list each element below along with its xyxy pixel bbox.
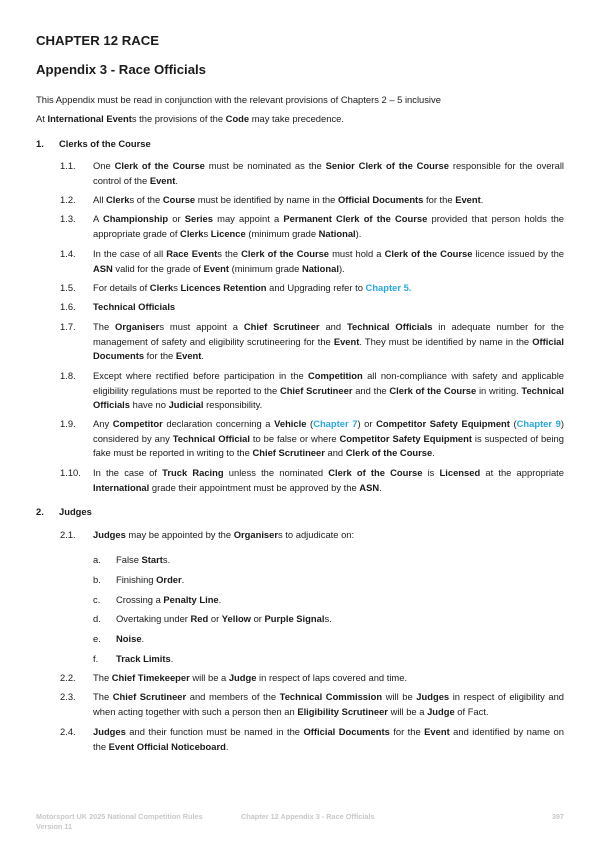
clause-1-6: 1.6. Technical Officials — [60, 301, 176, 312]
section-heading-judges: 2. Judges — [36, 506, 92, 517]
clause-1-5: 1.5. For details of Clerks Licences Retention and Upgrading refer to Chapter 5. — [60, 282, 412, 293]
list-item-c: c. Crossing a Penalty Line. — [93, 594, 222, 605]
chapter-heading: CHAPTER 12 RACE — [36, 33, 160, 48]
clause-1-8: 1.8. Except where rectified before participation in the Competition all non-compliance with safety and applicable eligibility regulations must be reported to the Chief Scrutineer and the Clerk of the Course in writing. Technical Officials have no Judicial responsibility. — [60, 370, 564, 410]
clause-2-4: 2.4. Judges and their function must be named in the Official Documents for the Event and identified by name on the Event Official Noticeboard. — [60, 726, 564, 752]
list-item-e: e. Noise. — [93, 633, 145, 644]
clause-1-1: 1.1. One Clerk of the Course must be nominated as the Senior Clerk of the Course responsible for the overall control of the Event. — [60, 160, 565, 186]
list-item-a: a. False Starts. — [93, 554, 171, 565]
footer-rules-title: Motorsport UK 2025 National Competition Rules Version 11 — [36, 812, 203, 831]
list-item-f: f. Track Limits. — [93, 653, 174, 664]
clause-1-10: 1.10. In the case of Truck Racing unless the nominated Clerk of the Course is Licensed at the appropriate International grade their appointment must be approved by the ASN. — [60, 467, 564, 493]
clause-1-2: 1.2. All Clerks of the Course must be identified by name in the Official Documents for the Event. — [60, 194, 484, 205]
footer-chapter-title: Chapter 12 Appendix 3 - Race Officials — [241, 812, 375, 821]
appendix-heading: Appendix 3 - Race Officials — [36, 62, 207, 77]
footer-page-number: 397 — [551, 812, 564, 821]
clause-2-2: 2.2. The Chief Timekeeper will be a Judge in respect of laps covered and time. — [60, 672, 408, 683]
chapter-7-link[interactable]: Chapter 7 — [313, 418, 358, 429]
list-item-d: d. Overtaking under Red or Yellow or Purple Signals. — [93, 613, 332, 624]
chapter-5-link[interactable]: Chapter 5. — [365, 282, 412, 293]
chapter-9-link[interactable]: Chapter 9 — [516, 418, 561, 429]
clause-1-9: 1.9. Any Competitor declaration concerning a Vehicle (Chapter 7) or Competitor Safety Equipment (Chapter 9) considered by any Technical Official to be false or where Competitor Safety Equipment is suspected of being fake must be reported in writing to the Chief Scrutineer and Clerk of the Course. — [60, 418, 564, 458]
clause-2-1: 2.1. Judges may be appointed by the Organisers to adjudicate on: — [60, 529, 355, 540]
clause-1-7: 1.7. The Organisers must appoint a Chief Scrutineer and Technical Officials in adequate number for the management of safety and eligibility scrutineering for the Event. They must be identified by name in the Official Documents for the Event. — [60, 321, 564, 361]
clause-1-4: 1.4. In the case of all Race Events the Clerk of the Course must hold a Clerk of the Course licence issued by the ASN valid for the grade of Event (minimum grade National). — [60, 248, 564, 274]
clause-1-3: 1.3. A Championship or Series may appoint a Permanent Clerk of the Course provided that person holds the appropriate grade of Clerks Licence (minimum grade National). — [60, 213, 564, 239]
section-heading-clerks: 1. Clerks of the Course — [36, 138, 151, 149]
intro-paragraph-1: This Appendix must be read in conjunction with the relevant provisions of Chapters 2 – 5 inclusive — [36, 94, 441, 105]
clause-2-3: 2.3. The Chief Scrutineer and members of the Technical Commission will be Judges in respect of eligibility and when acting together with such a person then an Eligibility Scrutineer will be a Judge of Fact. — [60, 691, 564, 717]
intro-paragraph-2: At International Events the provisions of the Code may take precedence. — [36, 113, 344, 124]
list-item-b: b. Finishing Order. — [93, 574, 185, 585]
